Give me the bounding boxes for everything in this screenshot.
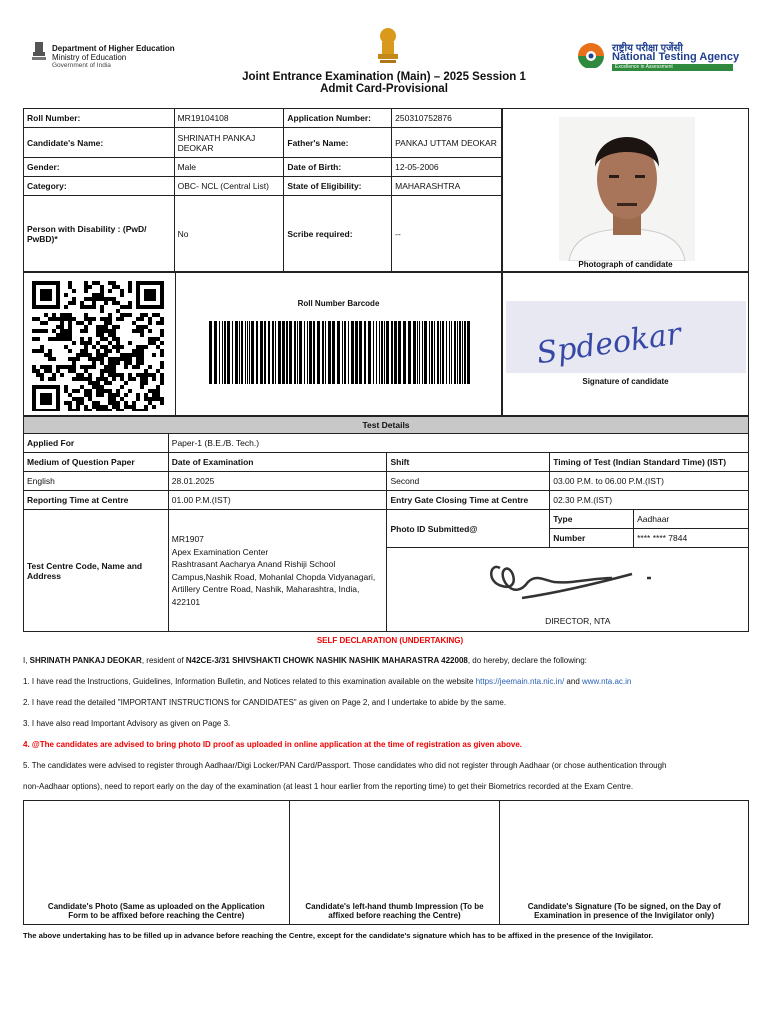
id-type-value: Aadhaar <box>634 510 749 529</box>
medium-value: English <box>24 472 169 491</box>
decl-address: N42CE-3/31 SHIVSHAKTI CHOWK NASHIK NASHIK MAHARASTRA 422008 <box>185 656 468 665</box>
declaration-line-2: 2. I have read the detailed "IMPORTANT INSTRUCTIONS for CANDIDATES" as given on Page 2, and I undertake to abide by the same. <box>23 698 507 707</box>
category-value: OBC- NCL (Central List) <box>174 177 284 196</box>
applied-for-label: Applied For <box>24 434 169 453</box>
centre-line: Campus,Nashik Road, Mohanlal Chopda Vidyanagari, <box>171 571 376 582</box>
centre-line: Apex Examination Center <box>171 546 269 557</box>
candidate-name-line2: DEOKAR <box>177 142 214 153</box>
candidate-signature-field <box>500 801 749 925</box>
national-emblem-icon <box>374 26 402 64</box>
application-number-label: Application Number: <box>284 109 392 128</box>
nta-hindi-name: राष्ट्रीय परीक्षा एजेंसी <box>612 43 683 54</box>
declaration-line-5a: 5. The candidates were advised to register through Aadhaar/Digi Locker/PAN Card/Passport. Those candidates who did not register through Aadhaar (or chose authentication through <box>23 761 667 770</box>
pwd-label-line1: Person with Disability : (PwD/ <box>27 223 147 234</box>
jeemain-link[interactable]: https://jeemain.nta.nic.in/ <box>475 677 565 686</box>
photo-caption: Photograph of candidate <box>578 260 673 269</box>
nta-english-name: National Testing Agency <box>612 51 740 63</box>
signature-text: Spdeokar <box>534 316 684 372</box>
centre-line: 422101 <box>171 596 201 607</box>
test-centre-label-line1: Test Centre Code, Name and <box>27 560 143 571</box>
ministry-name: Ministry of Education <box>52 52 127 62</box>
candidate-photo-box <box>24 801 290 925</box>
date-label: Date of Examination <box>168 453 387 472</box>
reporting-time-value: 01.00 P.M.(IST) <box>168 491 387 510</box>
thumb-impression-box <box>289 801 500 925</box>
declaration-line-1 <box>23 677 743 686</box>
timing-value: 03.00 P.M. to 06.00 P.M.(IST) <box>550 472 749 491</box>
photo-box <box>502 108 749 272</box>
box1-line1: Candidate's Photo (Same as uploaded on the Application <box>47 902 265 911</box>
nta-logo-icon <box>576 42 606 68</box>
declaration-heading <box>0 636 768 645</box>
signature-caption: Signature of candidate <box>582 377 669 386</box>
gate-closing-value: 02.30 P.M.(IST) <box>550 491 749 510</box>
id-number-value: **** **** 7844 <box>634 529 749 548</box>
test-centre-label <box>24 510 169 632</box>
id-number-label: Number <box>550 529 634 548</box>
director-signature <box>482 552 672 612</box>
emblem-icon <box>30 40 48 64</box>
scribe-value: -- <box>392 196 502 272</box>
shift-value: Second <box>387 472 550 491</box>
dept-name: Department of Higher Education <box>52 44 175 53</box>
reporting-time-label: Reporting Time at Centre <box>24 491 169 510</box>
timing-label: Timing of Test (Indian Standard Time) (IST) <box>550 453 749 472</box>
declaration-line-5b: non-Aadhaar options), need to report early on the day of the examination (at least 1 hour earlier from the reporting time) to get their Biometrics recorded at the Exam Centre. <box>23 782 634 791</box>
decl-text: and <box>564 677 582 686</box>
barcode-box <box>175 272 502 416</box>
nta-link[interactable]: www.nta.ac.in <box>582 677 632 686</box>
barcode-label: Roll Number Barcode <box>297 299 380 308</box>
department-block <box>52 45 175 71</box>
centre-line: Rashtrasant Aacharya Anand Rishiji School <box>171 559 336 569</box>
pwd-label <box>24 196 175 272</box>
dob-label: Date of Birth: <box>284 158 392 177</box>
roll-number-barcode <box>209 321 474 384</box>
test-details-table <box>23 416 749 632</box>
shift-label: Shift <box>387 453 550 472</box>
roll-number-value: MR19104108 <box>174 109 284 128</box>
roll-number-label: Roll Number: <box>24 109 175 128</box>
category-label: Category: <box>24 177 175 196</box>
candidate-name-label: Candidate's Name: <box>24 128 175 158</box>
candidate-name-line1: SHRINATH PANKAJ <box>177 132 256 143</box>
gender-label: Gender: <box>24 158 175 177</box>
pwd-value: No <box>174 196 284 272</box>
box2-line1: Candidate's left-hand thumb Impression (To be <box>305 902 484 911</box>
father-name-label: Father's Name: <box>284 128 392 158</box>
decl-candidate-name: SHRINATH PANKAJ DEOKAR <box>29 656 142 665</box>
box3-line1: Candidate's Signature (To be signed, on the Day of <box>527 902 721 911</box>
nta-tagline: Excellence in Assessment <box>612 64 733 71</box>
decl-text: I, <box>23 656 30 665</box>
scribe-label: Scribe required: <box>284 196 392 272</box>
qr-code <box>32 281 166 411</box>
date-value: 28.01.2025 <box>168 472 387 491</box>
dob-value: 12-05-2006 <box>392 158 502 177</box>
centre-line: Artillery Centre Road, Nashik, Maharashtra, India, <box>171 584 360 594</box>
test-centre-label-line2: Address <box>27 570 62 581</box>
father-name-value: PANKAJ UTTAM DEOKAR <box>392 128 502 158</box>
centre-line: MR1907 <box>171 534 204 544</box>
candidate-photo <box>559 117 695 261</box>
state-value: MAHARASHTRA <box>392 177 502 196</box>
state-label: State of Eligibility: <box>284 177 392 196</box>
admit-card-title: Admit Card-Provisional <box>320 83 448 95</box>
test-details-heading: Test Details <box>24 417 749 434</box>
test-centre-address <box>168 510 387 632</box>
applied-for-value: Paper-1 (B.E./B. Tech.) <box>168 434 748 453</box>
page-header <box>0 0 768 100</box>
director-label: DIRECTOR, NTA <box>545 616 611 626</box>
undertaking-boxes <box>23 800 749 925</box>
qr-code-box <box>23 272 176 416</box>
exam-title: Joint Entrance Examination (Main) – 2025 Session 1 <box>242 71 526 83</box>
candidate-name-value <box>174 128 284 158</box>
decl-text: , resident of <box>141 656 186 665</box>
box1-line2: Form to be affixed before reaching the Centre) <box>68 911 245 920</box>
footer-note: The above undertaking has to be filled up in advance before reaching the Centre, except for the candidate's signature which has to be affixed in the presence of the Invigilator. <box>23 931 654 940</box>
decl-text: 1. I have read the Instructions, Guidelines, Information Bulletin, and Notices related to this examination available on the website <box>23 677 476 686</box>
id-type-label: Type <box>550 510 634 529</box>
gate-closing-label: Entry Gate Closing Time at Centre <box>387 491 550 510</box>
medium-label: Medium of Question Paper <box>24 453 169 472</box>
signature-box <box>502 272 749 416</box>
box2-line2: affixed before reaching the Centre) <box>328 911 461 920</box>
declaration-line-4: 4. @The candidates are advised to bring photo ID proof as uploaded in online application at the time of registration as given above. <box>23 740 522 749</box>
director-signature-cell <box>387 548 749 632</box>
pwd-label-line2: PwBD)* <box>27 233 58 244</box>
decl-text: , do hereby, declare the following: <box>467 656 587 665</box>
gender-value: Male <box>174 158 284 177</box>
declaration-line-3: 3. I have also read Important Advisory as given on Page 3. <box>23 719 231 728</box>
government-name: Government of India <box>52 62 111 69</box>
photo-id-label: Photo ID Submitted@ <box>387 510 550 548</box>
application-number-value: 250310752876 <box>392 109 502 128</box>
candidate-signature-image <box>506 301 746 373</box>
box3-line2: Examination in presence of the Invigilator only) <box>534 911 715 920</box>
candidate-details-table <box>23 108 502 272</box>
declaration-heading-text: SELF DECLARATION (UNDERTAKING) <box>316 636 464 645</box>
declaration-line-0 <box>23 656 743 665</box>
